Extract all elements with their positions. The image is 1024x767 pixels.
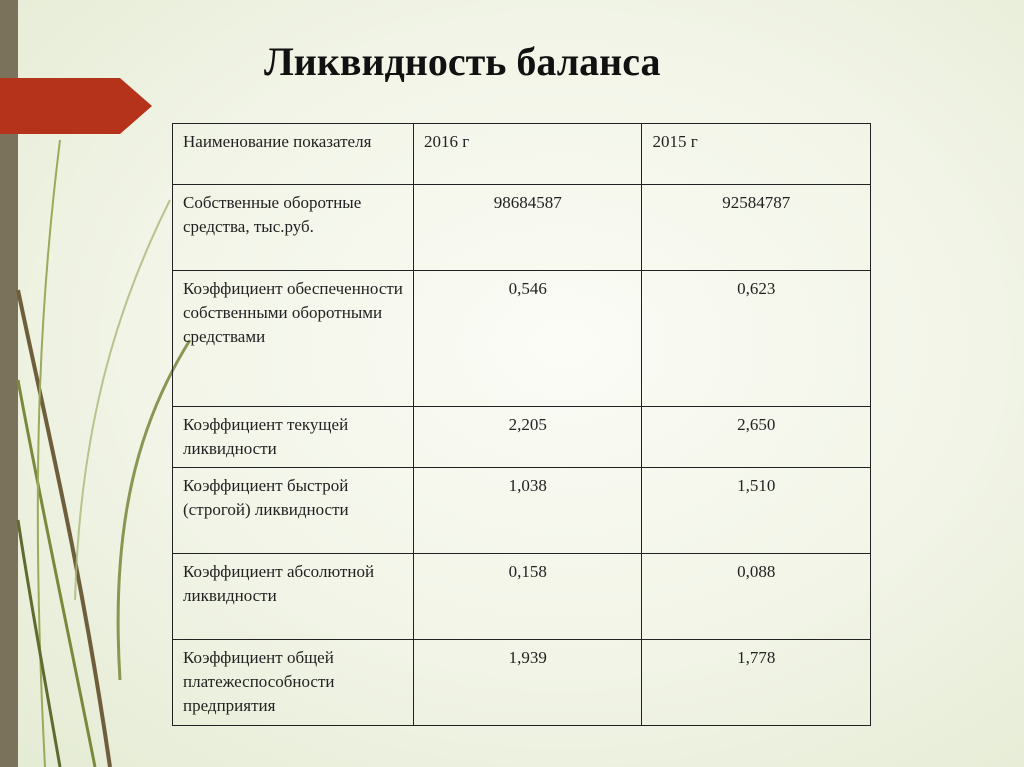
value-2016: 0,546 (413, 271, 642, 407)
row-label: Коэффициент текущей ликвидности (173, 407, 414, 468)
table-row (173, 468, 871, 554)
row-label: Коэффициент обеспеченности собственными оборотными средствами (173, 271, 414, 407)
row-label: Коэффициент общей платежеспособности предприятия (173, 640, 414, 726)
table-header-row (173, 124, 871, 185)
header-year-2015: 2015 г (642, 124, 871, 185)
value-2015: 0,623 (642, 271, 871, 407)
value-2016: 0,158 (413, 554, 642, 640)
table-row (173, 640, 871, 726)
row-label: Коэффициент абсолютной ликвидности (173, 554, 414, 640)
row-label: Собственные оборотные средства, тыс.руб. (173, 185, 414, 271)
value-2016: 1,939 (413, 640, 642, 726)
value-2015: 92584787 (642, 185, 871, 271)
header-year-2016: 2016 г (413, 124, 642, 185)
row-label: Коэффициент быстрой (строгой) ликвидности (173, 468, 414, 554)
value-2015: 2,650 (642, 407, 871, 468)
table-row (173, 554, 871, 640)
value-2016: 1,038 (413, 468, 642, 554)
value-2016: 2,205 (413, 407, 642, 468)
value-2015: 1,778 (642, 640, 871, 726)
header-indicator-name: Наименование показателя (173, 124, 414, 185)
value-2016: 98684587 (413, 185, 642, 271)
liquidity-table (172, 123, 871, 726)
value-2015: 0,088 (642, 554, 871, 640)
table-row (173, 185, 871, 271)
slide-title: Ликвидность баланса (264, 39, 661, 84)
value-2015: 1,510 (642, 468, 871, 554)
table-row (173, 407, 871, 468)
table-row (173, 271, 871, 407)
